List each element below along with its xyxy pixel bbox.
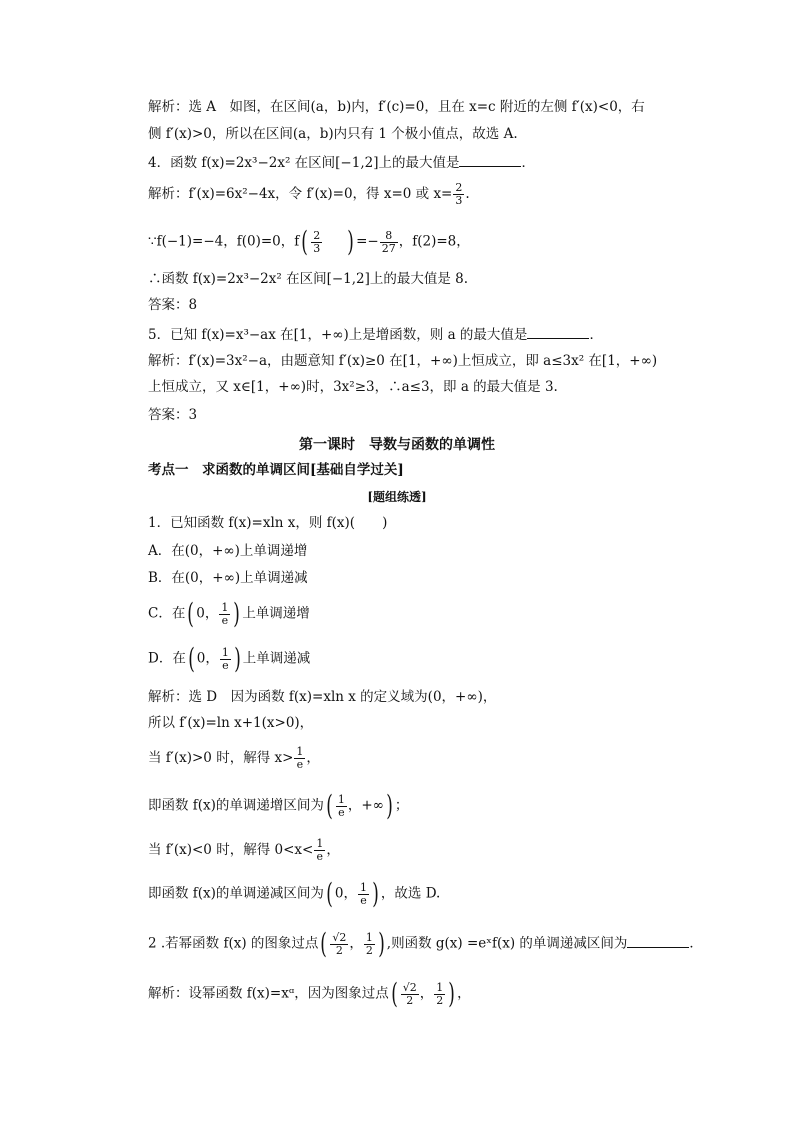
fraction: $\frac{1}{2}$: [436, 980, 444, 1007]
paren-left: (: [390, 977, 398, 1010]
paren-left: (: [326, 877, 333, 910]
paren-left: (: [301, 225, 308, 258]
punct: ，: [306, 750, 320, 766]
option-text: 上单调递增: [242, 605, 310, 622]
question-text: 2 .若幂函数 f(x) 的图象过点: [148, 935, 319, 952]
answer-line: 答案：8: [148, 297, 198, 313]
solution-line: 解析：选 D 因为函数 f(x)=xln x 的定义域为(0，+∞)，: [148, 689, 497, 705]
solution-line: [148, 225, 470, 258]
fraction: $\frac{1}{e}$: [296, 745, 304, 771]
punct: ．: [521, 155, 535, 171]
fraction: $\frac{8}{27}$: [381, 228, 396, 255]
option-text: 0，: [196, 650, 219, 667]
punct: ，: [326, 842, 340, 858]
solution-text: ∵f(−1)=−4，f(0)=0，f: [148, 233, 300, 250]
solution-text: 当 f′(x)<0 时，解得 0<x<: [148, 842, 314, 858]
paren-left: (: [187, 597, 195, 630]
solution-text: =−: [356, 233, 379, 250]
paren-left: (: [188, 642, 195, 675]
text-line: 解析：选 A 如图，在区间(a，b)内，f′(c)=0，且在 x=c 附近的左侧 f′(x)<0，右: [148, 99, 645, 115]
solution-line: 解析：设幂函数 f(x)=xᵅ，因为图象过点( $\frac{√2}{2}$ ， $\frac{1}{2}$ ) ，: [148, 977, 471, 1010]
fraction: $\frac{2}{3}$: [455, 181, 463, 207]
fraction: $\frac{1}{e}$: [221, 645, 229, 672]
solution-text: ，f(2)=8，: [398, 233, 470, 250]
paren-left: (: [326, 789, 333, 822]
fraction: $\frac{1}{2}$: [365, 930, 373, 957]
text-line: 侧 f′(x)>0，所以在区间(a，b)内只有 1 个极小值点，故选 A.: [148, 126, 518, 142]
punct: ；: [394, 797, 409, 814]
question-text: 5．已知 f(x)=x³−ax 在[1，+∞)上是增函数，则 a 的最大值是: [148, 327, 528, 343]
punct: ．: [589, 327, 603, 343]
solution-text: ，+∞: [347, 797, 384, 814]
option-a: A．在(0，+∞)上单调递增: [148, 543, 308, 559]
fraction: $\frac{1}{e}$: [337, 792, 345, 819]
solution-text: 即函数 f(x)的单调递增区间为: [148, 797, 324, 814]
option-text: 0，: [196, 605, 219, 622]
option-text: D．在: [148, 650, 186, 667]
question-5: [148, 326, 603, 344]
answer-line: 答案：3: [148, 407, 198, 423]
solution-line: 所以 f′(x)=ln x+1(x>0)，: [148, 715, 314, 731]
text-line: 上恒成立，又 x∈[1，+∞)时，3x²≥3，∴a≤3，即 a 的最大值是 3.: [148, 379, 558, 395]
paren-right: ): [372, 877, 379, 910]
solution-text: 当 f′(x)>0 时，解得 x>: [148, 750, 294, 766]
paren-right: ): [448, 977, 455, 1010]
option-text: 上单调递减: [242, 650, 311, 667]
fraction: $\frac{1}{e}$: [316, 837, 324, 863]
paren-left: (: [320, 927, 328, 960]
fraction: $\frac{2}{3}$: [313, 228, 321, 255]
section-heading: 考点一 求函数的单调区间[基础自学过关]: [148, 462, 404, 478]
answer-blank: [459, 154, 521, 167]
paren-right: ): [234, 642, 241, 675]
sub-heading: [题组练透]: [367, 490, 427, 504]
paren-right: ): [347, 225, 354, 258]
solution-line: [148, 746, 320, 771]
text-line: 解析：f′(x)=3x²−a，由题意知 f′(x)≥0 在[1，+∞)上恒成立，即 a≤3x² 在[1，+∞): [148, 353, 658, 369]
text-line: ∴函数 f(x)=2x³−2x² 在区间[−1,2]上的最大值是 8.: [148, 271, 469, 287]
question-4: [148, 154, 535, 172]
solution-text: 0，: [334, 885, 357, 902]
paren-right: ): [233, 597, 241, 630]
option-d: [148, 642, 311, 675]
fraction: $\frac{√2}{2}$: [332, 930, 347, 957]
option-c: [148, 597, 310, 630]
question-text: ,则函数 g(x) =eˣf(x) 的单调递减区间为: [386, 935, 628, 952]
lesson-title: 第一课时 导数与函数的单调性: [299, 437, 495, 453]
fraction: $\frac{√2}{2}$: [402, 980, 417, 1007]
solution-text: 解析：f′(x)=6x²−4x，令 f′(x)=0，得 x=0 或 x=: [148, 186, 453, 202]
answer-blank: [627, 935, 689, 948]
solution-line: [148, 838, 340, 863]
solution-text: 即函数 f(x)的单调递减区间为: [148, 885, 324, 902]
punct: ．: [689, 935, 703, 952]
paren-right: ): [386, 789, 393, 822]
solution-line: [148, 182, 470, 207]
punct: .: [465, 186, 470, 202]
fraction: $\frac{1}{e}$: [359, 880, 367, 907]
answer-blank: [527, 326, 589, 339]
question-2: 2 .若幂函数 f(x) 的图象过点( $\frac{√2}{2}$ ， $\frac{1}{2}$ ) ,则函数 g(x) =eˣf(x) 的单调递减区间为 ．: [148, 927, 703, 960]
solution-line: [148, 789, 409, 822]
question-text: 4．函数 f(x)=2x³−2x² 在区间[−1,2]上的最大值是: [148, 155, 460, 171]
solution-text: ，故选 D.: [380, 885, 441, 902]
solution-text: 解析：设幂函数 f(x)=xᵅ，因为图象过点: [148, 985, 389, 1002]
question-1: 1．已知函数 f(x)=xln x，则 f(x)( ): [148, 515, 388, 531]
punct: ，: [457, 985, 471, 1002]
fraction: $\frac{1}{e}$: [221, 600, 229, 627]
solution-line: [148, 877, 441, 910]
paren-right: ): [378, 927, 385, 960]
option-b: B．在(0，+∞)上单调递减: [148, 570, 308, 586]
option-text: C．在: [148, 605, 186, 622]
